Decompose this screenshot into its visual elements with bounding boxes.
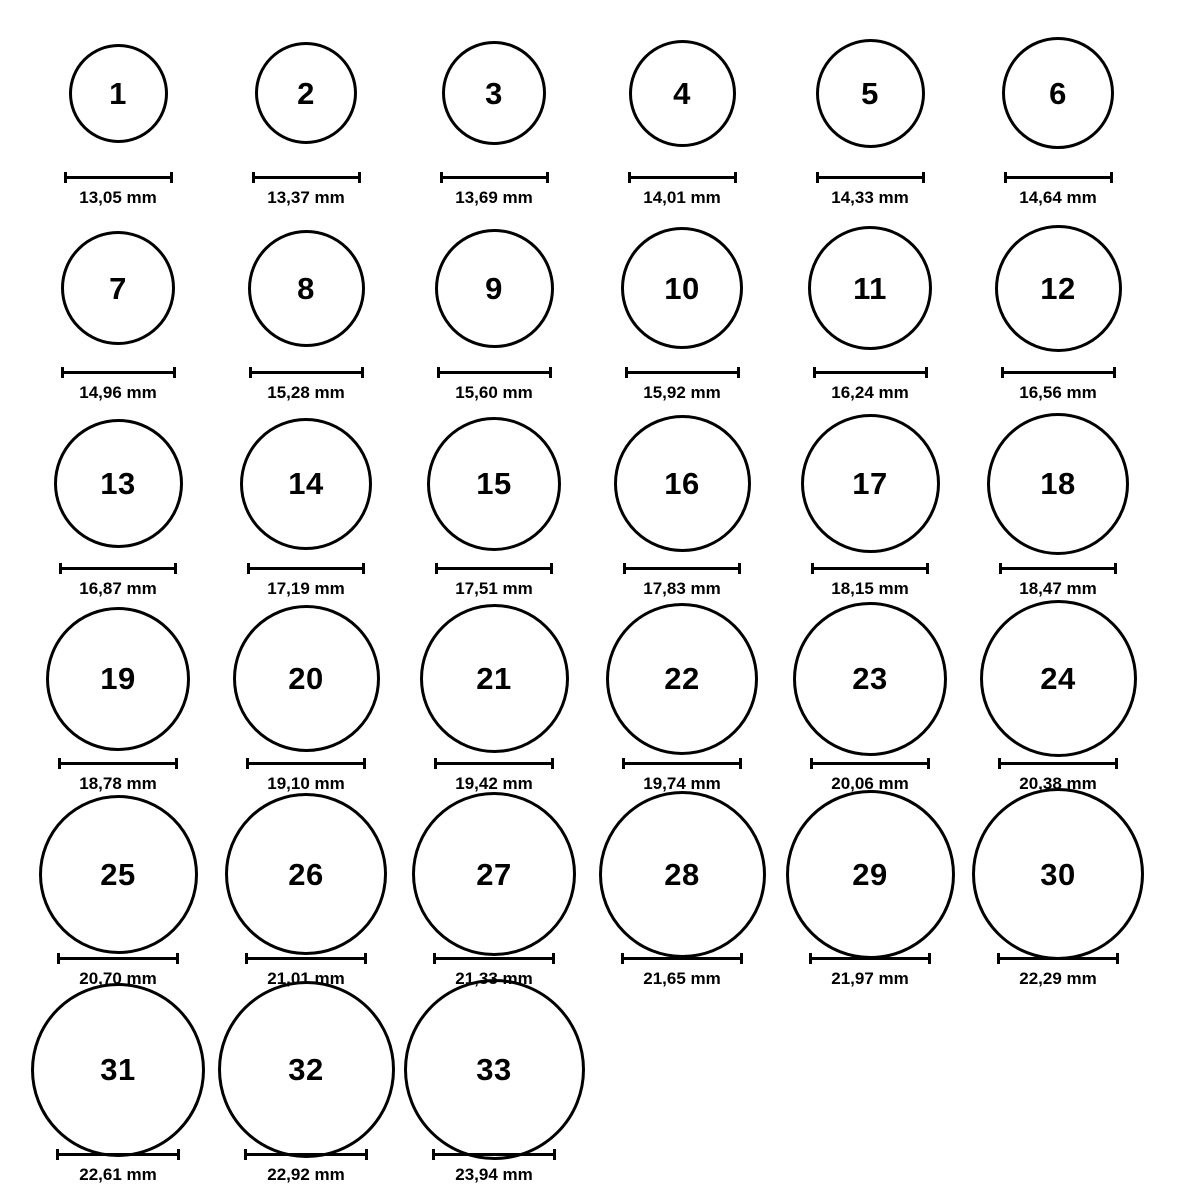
measure-cap-right [1114, 563, 1117, 574]
measure-line [621, 957, 743, 960]
measure-bar [64, 172, 173, 182]
ring-cell-32 [212, 995, 400, 1185]
ring-cell-25 [24, 799, 212, 989]
ring-diameter-label: 13,37 mm [267, 188, 345, 207]
ring-circle-wrap [39, 799, 198, 949]
ring-measure [244, 1149, 368, 1185]
ring-circle [248, 230, 365, 347]
ring-cell-18 [964, 409, 1152, 599]
measure-bar [244, 1149, 368, 1159]
ring-measure [809, 953, 931, 989]
measure-line [816, 176, 925, 179]
ring-measure [999, 563, 1117, 599]
ring-diameter-label: 17,51 mm [455, 578, 533, 598]
ring-circle [435, 229, 554, 348]
ring-circle-wrap [248, 213, 365, 363]
ring-cell-22 [588, 604, 776, 794]
measure-line [998, 762, 1118, 765]
measure-line [999, 567, 1117, 570]
ring-measure [1004, 172, 1113, 208]
measure-bar [625, 367, 740, 377]
ring-diameter-label: 17,83 mm [643, 578, 721, 598]
ring-measure [59, 563, 177, 599]
ring-size-label: 17 [852, 466, 888, 502]
ring-circle [614, 415, 751, 552]
ring-diameter-label: 21,33 mm [455, 969, 533, 989]
ring-circle [987, 413, 1129, 555]
ring-circle [39, 795, 198, 954]
ring-cell-2 [212, 18, 400, 208]
ring-size-label: 4 [673, 75, 691, 111]
ring-size-label: 27 [476, 856, 512, 892]
ring-circle-wrap [218, 995, 395, 1145]
ring-circle [225, 793, 387, 955]
ring-measure [434, 758, 554, 794]
ring-size-label: 19 [100, 661, 136, 697]
ring-circle-wrap [1002, 18, 1114, 168]
ring-diameter-label: 13,05 mm [79, 188, 157, 207]
ring-size-label: 7 [109, 270, 127, 306]
ring-size-label: 13 [100, 466, 136, 502]
ring-diameter-label: 19,10 mm [267, 773, 345, 793]
measure-line [810, 762, 930, 765]
ring-size-label: 23 [852, 661, 888, 697]
ring-circle [427, 417, 561, 551]
ring-diameter-label: 18,15 mm [831, 578, 909, 598]
measure-cap-right [1110, 172, 1113, 183]
measure-line [623, 567, 741, 570]
measure-line [61, 371, 176, 374]
ring-diameter-label: 16,87 mm [79, 578, 157, 598]
ring-circle [412, 792, 576, 956]
measure-cap-right [922, 172, 925, 183]
ring-cell-29 [776, 799, 964, 989]
measure-line [58, 762, 178, 765]
ring-circle [46, 607, 190, 751]
measure-cap-right [364, 953, 367, 964]
ring-measure [249, 367, 364, 403]
measure-line [432, 1153, 556, 1156]
ring-diameter-label: 14,96 mm [79, 383, 157, 403]
measure-bar [999, 563, 1117, 573]
measure-bar [246, 758, 366, 768]
ring-circle [995, 225, 1122, 352]
ring-cell-9 [400, 213, 588, 403]
measure-bar [816, 172, 925, 182]
ring-circle [801, 414, 940, 553]
measure-line [628, 176, 737, 179]
ring-row [24, 18, 1176, 213]
ring-size-label: 1 [109, 75, 127, 111]
ring-diameter-label: 13,69 mm [455, 188, 533, 207]
ring-size-label: 20 [288, 661, 324, 697]
ring-measure [1001, 367, 1116, 403]
ring-measure [64, 172, 173, 208]
ring-diameter-label: 14,64 mm [1019, 188, 1097, 207]
ring-size-label: 32 [288, 1052, 324, 1088]
measure-line [247, 567, 365, 570]
ring-measure [247, 563, 365, 599]
measure-line [59, 567, 177, 570]
ring-circle-wrap [629, 18, 736, 168]
measure-bar [1001, 367, 1116, 377]
ring-cell-3 [400, 18, 588, 208]
ring-size-label: 2 [297, 75, 315, 111]
measure-bar [433, 953, 555, 963]
measure-cap-right [362, 563, 365, 574]
ring-measure [811, 563, 929, 599]
ring-circle [420, 604, 569, 753]
ring-diameter-label: 14,01 mm [643, 188, 721, 207]
ring-circle-wrap [801, 409, 940, 559]
ring-diameter-label: 22,92 mm [267, 1164, 345, 1184]
ring-cell-21 [400, 604, 588, 794]
ring-row [24, 799, 1176, 994]
ring-circle-wrap [793, 604, 947, 754]
ring-cell-4 [588, 18, 776, 208]
ring-row [24, 604, 1176, 799]
ring-diameter-label: 18,47 mm [1019, 578, 1097, 598]
ring-circle-wrap [621, 213, 743, 363]
measure-cap-right [177, 1149, 180, 1160]
ring-cell-13 [24, 409, 212, 599]
ring-diameter-label: 21,65 mm [643, 969, 721, 989]
ring-cell-11 [776, 213, 964, 403]
ring-circle-wrap [435, 213, 554, 363]
ring-cell-31 [24, 995, 212, 1185]
ring-diameter-label: 16,24 mm [831, 383, 909, 403]
measure-cap-right [925, 367, 928, 378]
ring-cell-16 [588, 409, 776, 599]
ring-circle [606, 603, 758, 755]
ring-circle-wrap [404, 995, 585, 1145]
ring-cell-14 [212, 409, 400, 599]
ring-size-label: 14 [288, 466, 324, 502]
ring-circle-wrap [614, 409, 751, 559]
ring-row [24, 213, 1176, 408]
measure-cap-right [737, 367, 740, 378]
measure-line [434, 762, 554, 765]
measure-line [252, 176, 361, 179]
measure-line [809, 957, 931, 960]
ring-circle [255, 42, 357, 144]
measure-bar [247, 563, 365, 573]
ring-cell-23 [776, 604, 964, 794]
measure-line [245, 957, 367, 960]
ring-circle-wrap [420, 604, 569, 754]
measure-line [1004, 176, 1113, 179]
measure-cap-right [1113, 367, 1116, 378]
measure-line [64, 176, 173, 179]
ring-cell-10 [588, 213, 776, 403]
ring-circle [404, 979, 585, 1160]
ring-size-label: 3 [485, 75, 503, 111]
measure-bar [997, 953, 1119, 963]
measure-bar [628, 172, 737, 182]
ring-circle-wrap [987, 409, 1129, 559]
measure-bar [435, 563, 553, 573]
ring-diameter-label: 14,33 mm [831, 188, 909, 207]
measure-cap-right [173, 367, 176, 378]
ring-cell-6 [964, 18, 1152, 208]
measure-line [997, 957, 1119, 960]
ring-size-label: 6 [1049, 75, 1067, 111]
ring-measure [58, 758, 178, 794]
measure-line [246, 762, 366, 765]
measure-bar [813, 367, 928, 377]
measure-line [433, 957, 555, 960]
ring-circle-wrap [233, 604, 380, 754]
ring-circle-wrap [786, 799, 955, 949]
measure-bar [440, 172, 549, 182]
ring-measure [56, 1149, 180, 1185]
ring-diameter-label: 20,06 mm [831, 773, 909, 793]
ring-circle [233, 605, 380, 752]
ring-circle [816, 39, 925, 148]
measure-cap-right [734, 172, 737, 183]
measure-bar [809, 953, 931, 963]
ring-row [24, 995, 1176, 1190]
ring-diameter-label: 22,61 mm [79, 1164, 157, 1184]
measure-cap-right [739, 758, 742, 769]
ring-diameter-label: 22,29 mm [1019, 969, 1097, 989]
ring-circle-wrap [427, 409, 561, 559]
measure-bar [249, 367, 364, 377]
ring-circle-wrap [255, 18, 357, 168]
ring-circle-wrap [412, 799, 576, 949]
measure-cap-right [926, 563, 929, 574]
ring-diameter-label: 15,92 mm [643, 383, 721, 403]
ring-circle-wrap [816, 18, 925, 168]
ring-size-label: 12 [1040, 270, 1076, 306]
measure-line [435, 567, 553, 570]
measure-bar [56, 1149, 180, 1159]
ring-size-label: 16 [664, 466, 700, 502]
ring-cell-33 [400, 995, 588, 1185]
ring-diameter-label: 21,01 mm [267, 969, 345, 989]
ring-cell-12 [964, 213, 1152, 403]
ring-diameter-label: 20,38 mm [1019, 773, 1097, 793]
ring-measure [252, 172, 361, 208]
measure-bar [434, 758, 554, 768]
measure-cap-right [174, 563, 177, 574]
ring-measure [61, 367, 176, 403]
ring-circle-wrap [54, 409, 183, 559]
ring-size-label: 30 [1040, 856, 1076, 892]
measure-line [437, 371, 552, 374]
ring-measure [621, 953, 743, 989]
ring-cell-24 [964, 604, 1152, 794]
measure-cap-right [552, 953, 555, 964]
measure-cap-right [358, 172, 361, 183]
ring-cell-7 [24, 213, 212, 403]
measure-bar [59, 563, 177, 573]
measure-cap-right [740, 953, 743, 964]
ring-circle [599, 791, 766, 958]
measure-bar [810, 758, 930, 768]
measure-cap-right [365, 1149, 368, 1160]
ring-circle-wrap [225, 799, 387, 949]
ring-measure [437, 367, 552, 403]
ring-measure [810, 758, 930, 794]
ring-circle-wrap [808, 213, 932, 363]
measure-line [57, 957, 179, 960]
ring-circle [972, 788, 1144, 960]
measure-cap-right [928, 953, 931, 964]
ring-diameter-label: 21,97 mm [831, 969, 909, 989]
ring-size-label: 8 [297, 270, 315, 306]
ring-cell-20 [212, 604, 400, 794]
ring-diameter-label: 20,70 mm [79, 969, 157, 989]
ring-circle [621, 227, 743, 349]
ring-circle-wrap [995, 213, 1122, 363]
ring-cell-1 [24, 18, 212, 208]
measure-line [56, 1153, 180, 1156]
measure-bar [57, 953, 179, 963]
ring-size-label: 18 [1040, 466, 1076, 502]
measure-cap-right [551, 758, 554, 769]
ring-circle-wrap [599, 799, 766, 949]
ring-cell-5 [776, 18, 964, 208]
measure-bar [437, 367, 552, 377]
ring-circle [808, 226, 932, 350]
ring-circle [793, 602, 947, 756]
ring-diameter-label: 18,78 mm [79, 773, 157, 793]
ring-row [24, 409, 1176, 604]
ring-circle [69, 44, 168, 143]
ring-circle [218, 981, 395, 1158]
ring-circle [980, 600, 1137, 757]
ring-measure [623, 563, 741, 599]
measure-line [1001, 371, 1116, 374]
ring-size-label: 21 [476, 661, 512, 697]
ring-diameter-label: 23,94 mm [455, 1164, 533, 1184]
ring-circle [54, 419, 183, 548]
measure-bar [621, 953, 743, 963]
measure-bar [245, 953, 367, 963]
ring-diameter-label: 15,28 mm [267, 383, 345, 403]
measure-bar [58, 758, 178, 768]
ring-cell-15 [400, 409, 588, 599]
measure-cap-right [361, 367, 364, 378]
measure-cap-right [549, 367, 552, 378]
ring-circle [629, 40, 736, 147]
measure-line [625, 371, 740, 374]
ring-size-label: 28 [664, 856, 700, 892]
measure-line [813, 371, 928, 374]
ring-size-label: 22 [664, 661, 700, 697]
ring-measure [813, 367, 928, 403]
ring-measure [432, 1149, 556, 1185]
measure-line [440, 176, 549, 179]
measure-bar [252, 172, 361, 182]
ring-size-label: 5 [861, 75, 879, 111]
ring-size-label: 11 [853, 270, 887, 306]
ring-circle [786, 790, 955, 959]
ring-cell-8 [212, 213, 400, 403]
ring-measure [440, 172, 549, 208]
ring-cell-30 [964, 799, 1152, 989]
ring-circle [442, 41, 546, 145]
measure-line [811, 567, 929, 570]
measure-cap-right [553, 1149, 556, 1160]
measure-cap-right [175, 758, 178, 769]
measure-cap-right [738, 563, 741, 574]
ring-size-label: 26 [288, 856, 324, 892]
ring-measure [622, 758, 742, 794]
measure-line [249, 371, 364, 374]
measure-cap-right [927, 758, 930, 769]
ring-circle [31, 983, 205, 1157]
measure-cap-right [176, 953, 179, 964]
ring-size-label: 15 [476, 466, 512, 502]
ring-size-label: 9 [485, 270, 503, 306]
ring-circle-wrap [46, 604, 190, 754]
ring-cell-19 [24, 604, 212, 794]
ring-circle-wrap [606, 604, 758, 754]
measure-cap-right [550, 563, 553, 574]
ring-circle-wrap [980, 604, 1137, 754]
ring-measure [625, 367, 740, 403]
measure-bar [1004, 172, 1113, 182]
ring-diameter-label: 19,42 mm [455, 773, 533, 793]
ring-cell-17 [776, 409, 964, 599]
ring-size-label: 29 [852, 856, 888, 892]
ring-circle-wrap [31, 995, 205, 1145]
ring-circle-wrap [240, 409, 372, 559]
ring-cell-28 [588, 799, 776, 989]
ring-measure [816, 172, 925, 208]
measure-bar [61, 367, 176, 377]
measure-bar [998, 758, 1118, 768]
measure-cap-right [1116, 953, 1119, 964]
ring-measure [435, 563, 553, 599]
ring-measure [628, 172, 737, 208]
ring-diameter-label: 15,60 mm [455, 383, 533, 403]
ring-diameter-label: 19,74 mm [643, 773, 721, 793]
ring-circle-wrap [61, 213, 175, 363]
ring-circle [1002, 37, 1114, 149]
ring-size-label: 33 [476, 1052, 512, 1088]
ring-circle-wrap [972, 799, 1144, 949]
ring-size-label: 31 [100, 1052, 136, 1088]
measure-cap-right [363, 758, 366, 769]
ring-diameter-label: 17,19 mm [267, 578, 345, 598]
measure-bar [622, 758, 742, 768]
ring-size-label: 24 [1040, 661, 1076, 697]
ring-circle [240, 418, 372, 550]
measure-bar [432, 1149, 556, 1159]
measure-cap-right [1115, 758, 1118, 769]
ring-cell-26 [212, 799, 400, 989]
ring-circle [61, 231, 175, 345]
ring-cell-27 [400, 799, 588, 989]
ring-circle-wrap [69, 18, 168, 168]
measure-bar [811, 563, 929, 573]
ring-circle-wrap [442, 18, 546, 168]
ring-measure [997, 953, 1119, 989]
measure-bar [623, 563, 741, 573]
ring-measure [246, 758, 366, 794]
measure-cap-right [170, 172, 173, 183]
ring-size-label: 10 [664, 270, 700, 306]
ring-diameter-label: 16,56 mm [1019, 383, 1097, 403]
measure-cap-right [546, 172, 549, 183]
measure-line [622, 762, 742, 765]
measure-line [244, 1153, 368, 1156]
ring-size-label: 25 [100, 856, 136, 892]
